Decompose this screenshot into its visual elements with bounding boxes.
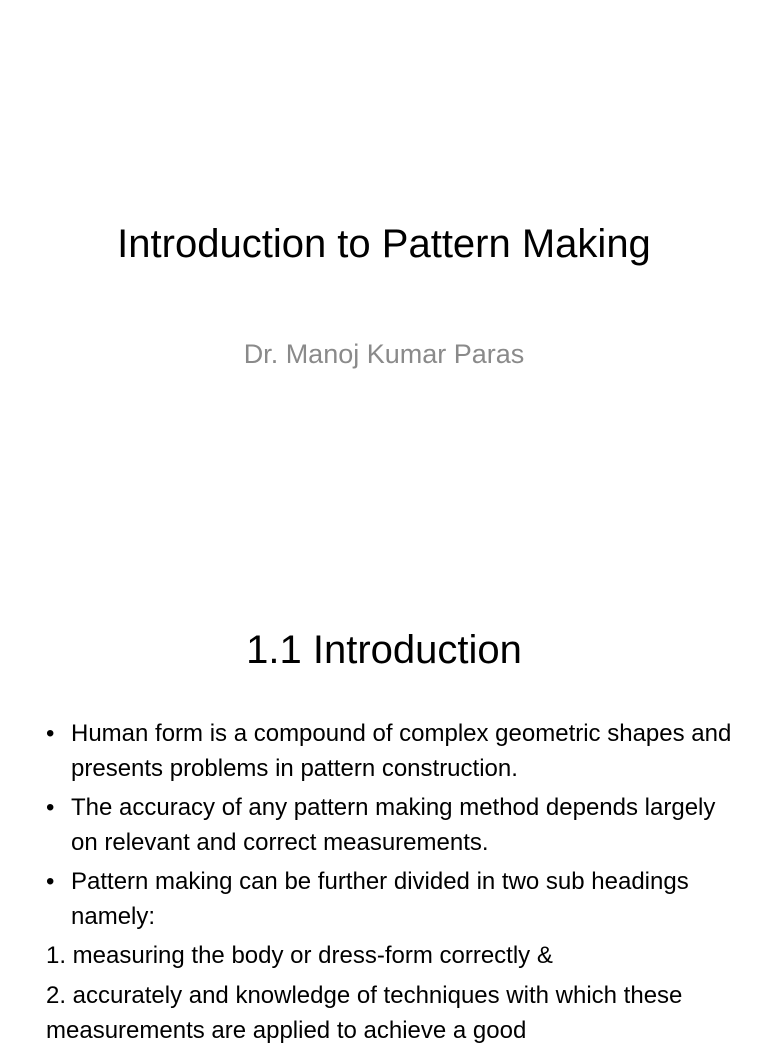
presentation-title: Introduction to Pattern Making bbox=[117, 222, 651, 266]
bullet-item bbox=[46, 864, 736, 934]
bullet-item bbox=[46, 716, 736, 786]
bullet-text: The accuracy of any pattern making method depends largely on relevant and correct measurements. bbox=[71, 794, 716, 856]
numbered-item: 1. measuring the body or dress-form correctly & bbox=[46, 942, 553, 969]
numbered-item: 2. accurately and knowledge of techniques with which these measurements are applied to achieve a good bbox=[46, 982, 683, 1044]
slide-body bbox=[46, 716, 736, 1053]
section-heading: 1.1 Introduction bbox=[246, 628, 522, 672]
bullet-text: Pattern making can be further divided in two sub headings namely: bbox=[71, 868, 689, 930]
bullet-item bbox=[46, 790, 736, 860]
bullet-dot-icon: • bbox=[46, 720, 55, 747]
bullet-text: Human form is a compound of complex geometric shapes and presents problems in pattern construction. bbox=[71, 720, 732, 782]
author-subtitle: Dr. Manoj Kumar Paras bbox=[243, 339, 525, 369]
introduction-slide bbox=[0, 576, 768, 1044]
bullet-dot-icon: • bbox=[46, 794, 55, 821]
bullet-dot-icon: • bbox=[46, 868, 55, 895]
